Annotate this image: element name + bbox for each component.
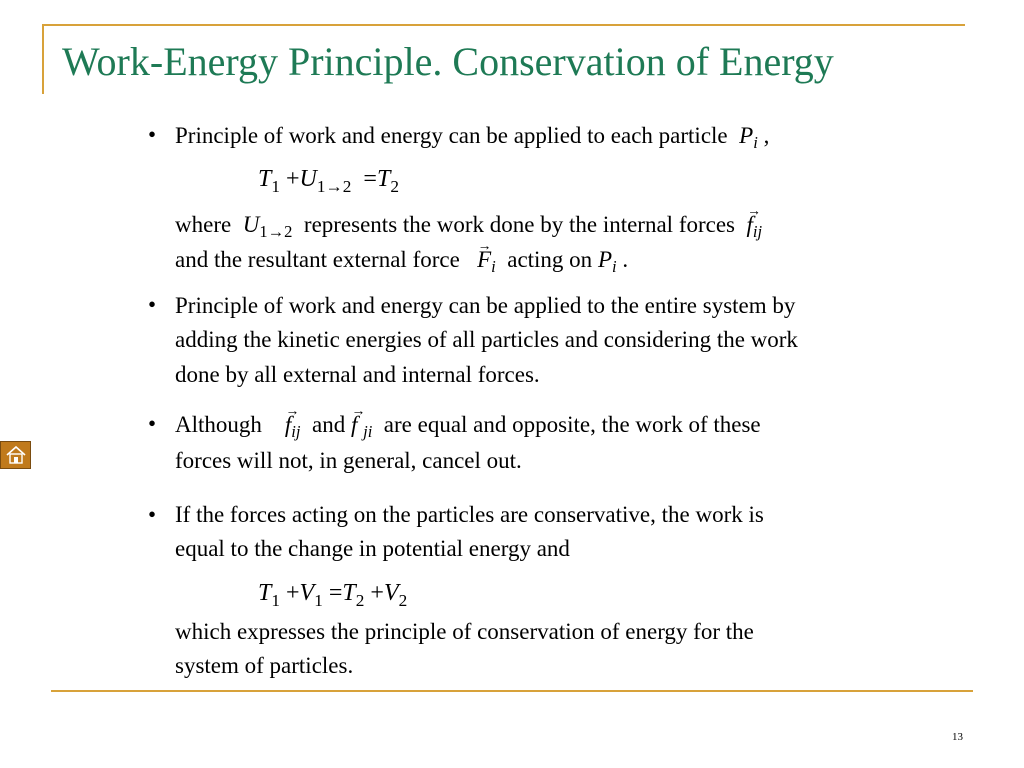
bullet-4-line-3: which expresses the principle of conservation of energy for the xyxy=(175,619,754,644)
bullet-marker: • xyxy=(148,122,157,147)
bullet-4-line-1: If the forces acting on the particles are conservative, the work is xyxy=(175,502,764,527)
slide-title: Work-Energy Principle. Conservation of Energy xyxy=(62,39,834,84)
bullet-marker: • xyxy=(148,502,157,527)
bullet-2-line-2: adding the kinetic energies of all particles and considering the work xyxy=(175,327,798,352)
bullet-2-line-1: Principle of work and energy can be applied to the entire system by xyxy=(175,293,796,318)
equation-work-energy: $T_1 +U_{1\to 2} =T_2$ xyxy=(258,166,399,196)
bullet-4-line-4: system of particles. xyxy=(175,653,354,678)
bullet-1-line-3: and the resultant external force → $F_i$ acting on $P_i$ . xyxy=(175,248,628,271)
equation-conservation: $T_1 +V_1 =T_2 +V_2$ xyxy=(258,580,408,610)
home-icon xyxy=(5,445,27,465)
page-number: 13 xyxy=(952,731,963,743)
bullet-4-line-2: equal to the change in potential energy and xyxy=(175,536,570,561)
left-rule xyxy=(42,24,44,94)
top-rule xyxy=(42,24,965,26)
home-button[interactable] xyxy=(0,441,31,469)
bullet-marker: • xyxy=(148,292,157,317)
bullet-2-line-3: done by all external and internal forces. xyxy=(175,362,540,387)
bullet-3-line-1: Although → $f_{ij}$ and → f $_{ji}$ are equal and opposite, the work of these xyxy=(175,413,761,436)
bullet-marker: • xyxy=(148,411,157,436)
bullet-1-line-2: where $U_{1\to 2}$ represents the work done by the internal forces → $f_{ij}$ xyxy=(175,213,762,236)
bullet-3-line-2: forces will not, in general, cancel out. xyxy=(175,448,522,473)
bullet-1-line-1: Principle of work and energy can be applied to each particle $P_i$ , xyxy=(175,123,770,153)
bottom-rule xyxy=(51,690,973,692)
